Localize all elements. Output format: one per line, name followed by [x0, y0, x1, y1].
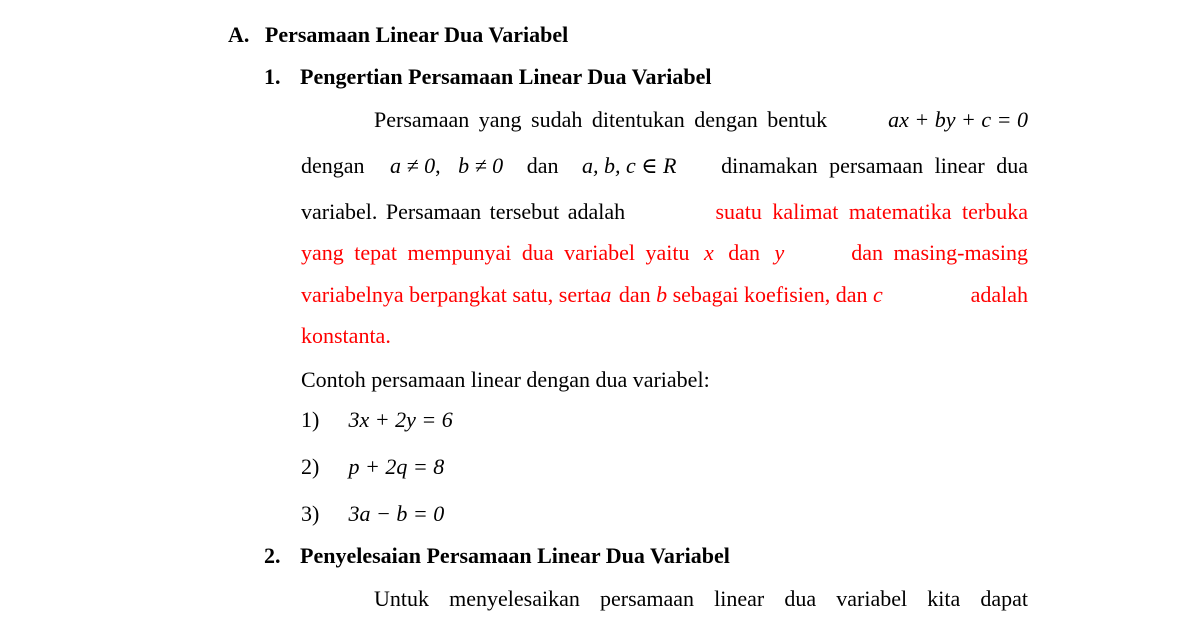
- para1-line5-dan: dan: [618, 282, 651, 307]
- para1-line4-a: yang tepat mempunyai dua variabel yaitu: [301, 240, 690, 265]
- para1-line5-c: sebagai koefisien, dan: [672, 282, 868, 307]
- subsection-2-heading: [264, 543, 730, 569]
- para1-line4-c: dan masing-masing: [851, 240, 1028, 265]
- subsection-2-label: 2.: [264, 543, 281, 568]
- example-item-1: [301, 407, 453, 433]
- example-formula: p + 2q = 8: [348, 454, 445, 479]
- para1-line1-text: Persamaan yang sudah ditentukan dengan bentuk: [374, 107, 828, 132]
- para2-line1: [374, 586, 1028, 612]
- para1-line2-dengan: dengan: [301, 153, 365, 178]
- para1-line1: [374, 107, 1028, 133]
- para1-line2: [301, 153, 1028, 179]
- subsection-2-title: Penyelesaian Persamaan Linear Dua Variabel: [300, 543, 730, 568]
- subsection-1-heading: [264, 64, 711, 90]
- comma: ,: [435, 153, 441, 178]
- example-item-2: [301, 454, 444, 480]
- var-b: b: [656, 282, 668, 307]
- example-formula: 3x + 2y = 6: [348, 407, 453, 432]
- example-number: 3): [301, 501, 320, 526]
- para2-line1-text: Untuk menyelesaikan persamaan linear dua variabel kita dapat: [374, 586, 1028, 611]
- var-a: a: [600, 282, 612, 307]
- para1-line5: [301, 282, 1028, 308]
- para1-line6: [301, 323, 391, 349]
- example-number: 2): [301, 454, 320, 479]
- var-x: x: [703, 240, 714, 265]
- b-not-zero: b ≠ 0: [458, 153, 504, 178]
- para1-line5-d: adalah: [970, 282, 1028, 307]
- para1-line2-rest: dinamakan persamaan linear dua: [721, 153, 1028, 178]
- abc-in-r: a, b, c ∈ R: [581, 153, 677, 178]
- para1-line4-dan: dan: [728, 240, 761, 265]
- example-number: 1): [301, 407, 320, 432]
- para1-line3-black: variabel. Persamaan tersebut adalah: [301, 199, 626, 224]
- linear-form-formula: ax + by + c = 0: [888, 107, 1028, 132]
- example-formula: 3a − b = 0: [348, 501, 445, 526]
- para1-line6-text: konstanta.: [301, 323, 391, 348]
- para1-line2-dan: dan: [526, 153, 559, 178]
- para1-line4: [301, 240, 1028, 266]
- var-c: c: [872, 282, 883, 307]
- section-label: A.: [228, 22, 250, 47]
- subsection-1-label: 1.: [264, 64, 281, 89]
- a-not-zero: a ≠ 0: [390, 153, 436, 178]
- para1-line3-red: suatu kalimat matematika terbuka: [715, 199, 1028, 224]
- example-item-3: [301, 501, 444, 527]
- subsection-1-title: Pengertian Persamaan Linear Dua Variabel: [300, 64, 712, 89]
- examples-intro-text: Contoh persamaan linear dengan dua variabel:: [301, 367, 710, 392]
- para1-line5-a: variabelnya berpangkat satu, serta: [301, 282, 601, 307]
- section-heading: [228, 22, 568, 48]
- var-y: y: [774, 240, 785, 265]
- section-title: Persamaan Linear Dua Variabel: [264, 22, 569, 47]
- examples-intro: [301, 367, 710, 393]
- para1-line3: [301, 199, 1028, 225]
